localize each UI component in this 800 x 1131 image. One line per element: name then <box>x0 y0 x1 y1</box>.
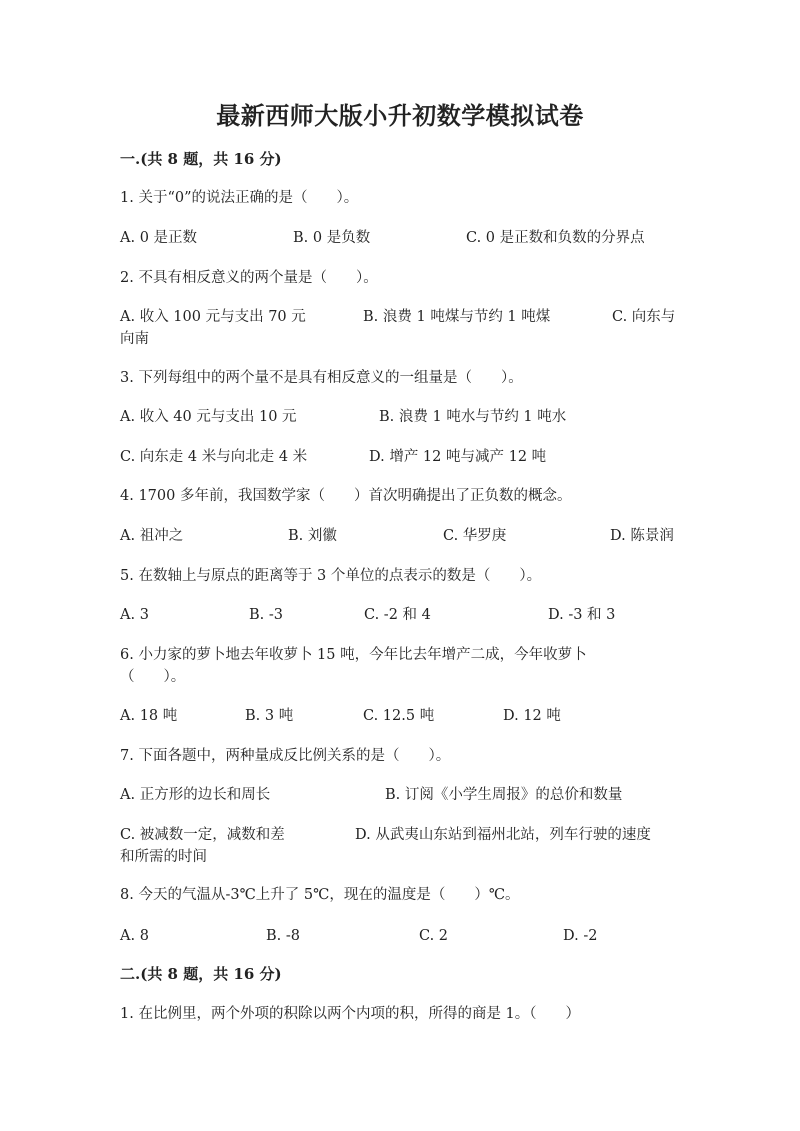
section-2-question-1-stem: 1. 在比例里，两个外项的积除以两个内项的积，所得的商是 1。（ ） <box>120 1006 581 1022</box>
option-d-continuation: 和所需的时间 <box>120 849 207 865</box>
option-c: C. 0 是正数和负数的分界点 <box>466 230 645 246</box>
option-a: A. 18 吨 <box>120 708 178 724</box>
option-a: A. 3 <box>120 607 149 623</box>
option-b: B. 刘徽 <box>288 528 337 544</box>
question-6-stem-line-2: （ ）。 <box>120 669 186 685</box>
option-a: A. 0 是正数 <box>120 230 198 246</box>
exam-title: 最新西师大版小升初数学模拟试卷 <box>216 101 584 130</box>
option-a: A. 收入 100 元与支出 70 元 <box>120 309 306 325</box>
option-c: C. 华罗庚 <box>443 528 507 544</box>
option-a: A. 正方形的边长和周长 <box>120 787 271 803</box>
option-d: D. 增产 12 吨与减产 12 吨 <box>369 449 547 465</box>
option-c-continuation: 向南 <box>120 331 149 347</box>
question-4-stem: 4. 1700 多年前，我国数学家（ ）首次明确提出了正负数的概念。 <box>120 488 572 504</box>
option-b: B. 浪费 1 吨煤与节约 1 吨煤 <box>363 309 551 325</box>
option-b: B. -3 <box>249 607 283 623</box>
option-a: A. 8 <box>120 928 149 944</box>
option-c: C. 被减数一定，减数和差 <box>120 827 285 843</box>
option-c: C. -2 和 4 <box>364 607 431 623</box>
option-d: D. 12 吨 <box>503 708 561 724</box>
question-5-stem: 5. 在数轴上与原点的距离等于 3 个单位的点表示的数是（ ）。 <box>120 568 542 584</box>
option-d: D. 陈景润 <box>610 528 674 544</box>
option-c: C. 向东与 <box>612 309 676 325</box>
option-b: B. -8 <box>266 928 300 944</box>
question-8-stem: 8. 今天的气温从-3℃上升了 5℃，现在的温度是（ ）℃。 <box>120 887 520 903</box>
section-2-heading: 二.(共 8 题，共 16 分) <box>120 965 282 983</box>
option-c: C. 12.5 吨 <box>363 708 435 724</box>
option-c: C. 2 <box>419 928 449 944</box>
question-1-stem: 1. 关于“0”的说法正确的是（ ）。 <box>120 190 359 206</box>
option-c: C. 向东走 4 米与向北走 4 米 <box>120 449 308 465</box>
option-b: B. 订阅《小学生周报》的总价和数量 <box>385 787 623 803</box>
question-3-stem: 3. 下列每组中的两个量不是具有相反意义的一组量是（ ）。 <box>120 370 523 386</box>
option-a: A. 祖冲之 <box>120 528 184 544</box>
section-1-heading: 一.(共 8 题，共 16 分) <box>120 150 282 168</box>
option-b: B. 浪费 1 吨水与节约 1 吨水 <box>379 409 567 425</box>
option-a: A. 收入 40 元与支出 10 元 <box>120 409 297 425</box>
option-b: B. 0 是负数 <box>293 230 371 246</box>
option-d: D. -3 和 3 <box>548 607 616 623</box>
option-b: B. 3 吨 <box>245 708 294 724</box>
question-7-stem: 7. 下面各题中，两种量成反比例关系的是（ ）。 <box>120 748 451 764</box>
question-6-stem-line-1: 6. 小力家的萝卜地去年收萝卜 15 吨，今年比去年增产二成，今年收萝卜 <box>120 647 587 663</box>
question-2-stem: 2. 不具有相反意义的两个量是（ ）。 <box>120 270 378 286</box>
option-d: D. 从武夷山东站到福州北站，列车行驶的速度 <box>355 827 651 843</box>
option-d: D. -2 <box>563 928 598 944</box>
